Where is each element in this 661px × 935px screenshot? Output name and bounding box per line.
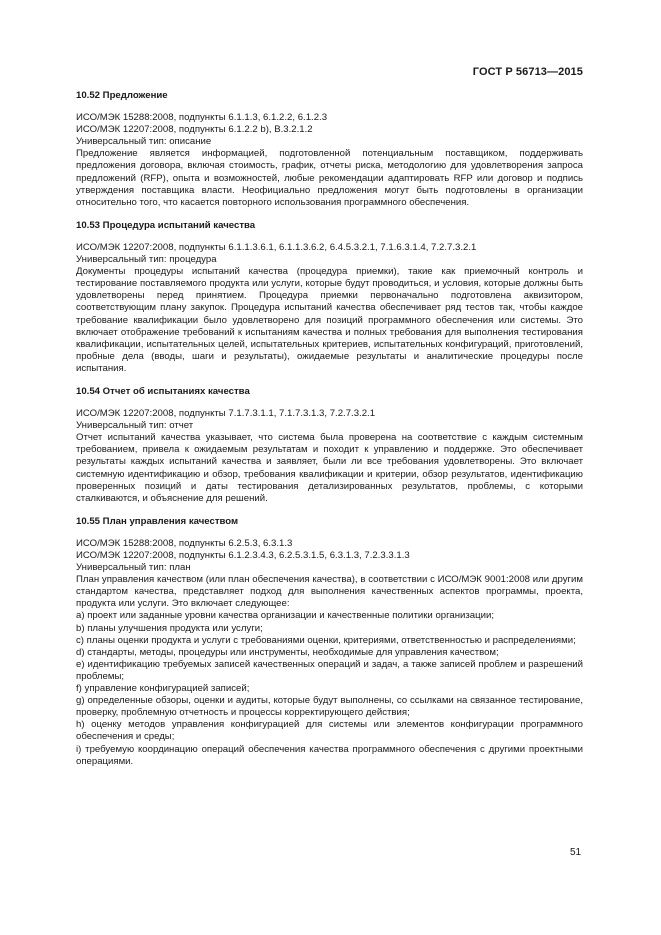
section-10-54 [76, 386, 583, 505]
reference-line: ИСО/МЭК 15288:2008, подпункты 6.1.1.3, 6.1.2.2, 6.1.2.3 [76, 112, 328, 124]
type-line: Универсальный тип: процедура [76, 254, 217, 266]
type-line: Универсальный тип: план [76, 562, 191, 574]
list-item: b) планы улучшения продукта или услуги; [76, 622, 263, 634]
section-body: План управления качеством (или план обеспечения качества), в соответствии с ИСО/МЭК 9001:2008 или другим стандартом качества, представляет подход для выполнения качественных аспектов программы, проекта, продукта или услуги. Это включает следующее: [76, 574, 583, 610]
type-line: Универсальный тип: отчет [76, 420, 194, 432]
list-item: a) проект или заданные уровни качества организации и качественные политики организации; [76, 610, 495, 622]
list-item: h) оценку методов управления конфигурацией для системы или элементов конфигурации программного обеспечения и среды; [76, 719, 583, 743]
section-body: Отчет испытаний качества указывает, что система была проверена на соответствие с каждым системным требованием, привела к ожидаемым результатам и походит к управлению и поддержке. Это обеспечивает результаты каждых испытаний качества и заявляет, были ли все требования удовлетворены. Это включает системную идентификацию и обзор, требования квалификации и критерии, обзор результатов, идентификацию проверенных позиций и даты тестирования детализированных результатов, проблемы, с которыми сталкиваются, и объяснение для решений. [76, 432, 583, 504]
list-item: g) определенные обзоры, оценки и аудиты, которые будут выполнены, со ссылками на связанное тестирование, проверку, проблемную отчетность и процессы корректирующего действия; [76, 695, 583, 719]
section-title: 10.53 Процедура испытаний качества [76, 219, 256, 231]
section-10-55 [76, 516, 583, 768]
section-title: 10.52 Предложение [76, 90, 168, 101]
list-item: d) стандарты, методы, процедуры или инструменты, необходимые для управления качеством; [76, 646, 499, 658]
reference-line: ИСО/МЭК 12207:2008, подпункты 6.1.2.2 b), B.3.2.1.2 [76, 124, 313, 136]
list-item: e) идентификацию требуемых записей качественных операций и задач, а также записей проблем и разрешений проблемы; [76, 658, 583, 682]
list-item: f) управление конфигурацией записей; [76, 683, 250, 695]
reference-line: ИСО/МЭК 12207:2008, подпункты 7.1.7.3.1.1, 7.1.7.3.1.3, 7.2.7.3.2.1 [76, 408, 376, 420]
page-number: 51 [570, 847, 582, 858]
section-title: 10.55 План управления качеством [76, 515, 239, 527]
list-item: i) требуемую координацию операций обеспечения качества программного обеспечения с другими проектными операциями. [76, 743, 583, 767]
standard-header: ГОСТ Р 56713—2015 [472, 66, 583, 78]
list-item: c) планы оценки продукта и услуги с требованиями оценки, критериями, ответственностью и распределениями; [76, 634, 576, 646]
reference-line: ИСО/МЭК 15288:2008, подпункты 6.2.5.3, 6.3.1.3 [76, 537, 293, 549]
reference-line: ИСО/МЭК 12207:2008, подпункты 6.1.1.3.6.1, 6.1.1.3.6.2, 6.4.5.3.2.1, 7.1.6.3.1.4, 7.2.7.3.2.1 [76, 241, 477, 253]
type-line: Универсальный тип: описание [76, 136, 212, 148]
section-title: 10.54 Отчет об испытаниях качества [76, 385, 250, 397]
section-10-53 [76, 220, 583, 375]
section-body: Предложение является информацией, подготовленной потенциальным поставщиком, поддерживать предложения договора, включая стоимость, график, отчеты риска, методологию для удовлетворения запроса предложений (RFP), опыта и возможностей, любые рекомендации адаптировать RFP или договор и подпись утверждения поставщика власти. Неофициально предложения могут быть подготовлены в организации относительно того, что касается повторного использования программного обеспечения. [76, 148, 583, 208]
section-10-52 [76, 90, 583, 209]
reference-line: ИСО/МЭК 12207:2008, подпункты 6.1.2.3.4.3, 6.2.5.3.1.5, 6.3.1.3, 7.2.3.3.1.3 [76, 550, 410, 561]
section-body: Документы процедуры испытаний качества (процедура приемки), такие как приемочный контроль и тестирование поставляемого продукта или услуги, которые будут проводиться, и условия, которые должны быть удовлетворены перед принятием. Процедура приемки первоначально подготовлена аквизитором, соответствующим плану закупок. Процедура испытаний качества обеспечивает ряд тестов так, чтобы каждое требование квалификации было удовлетворено для позиций программного обеспечения или системы. Это включает отображение требований к испытаниям качества и полных требования для выполнения тестирования квалификации, испытательных целей, испытательных критериев, испытательных конфигураций, приготовлений, пробные дела (вводы, шаги и результаты), ожидаемые результаты и аналитические процедуры после испытания. [76, 266, 583, 374]
document-body [76, 90, 583, 779]
